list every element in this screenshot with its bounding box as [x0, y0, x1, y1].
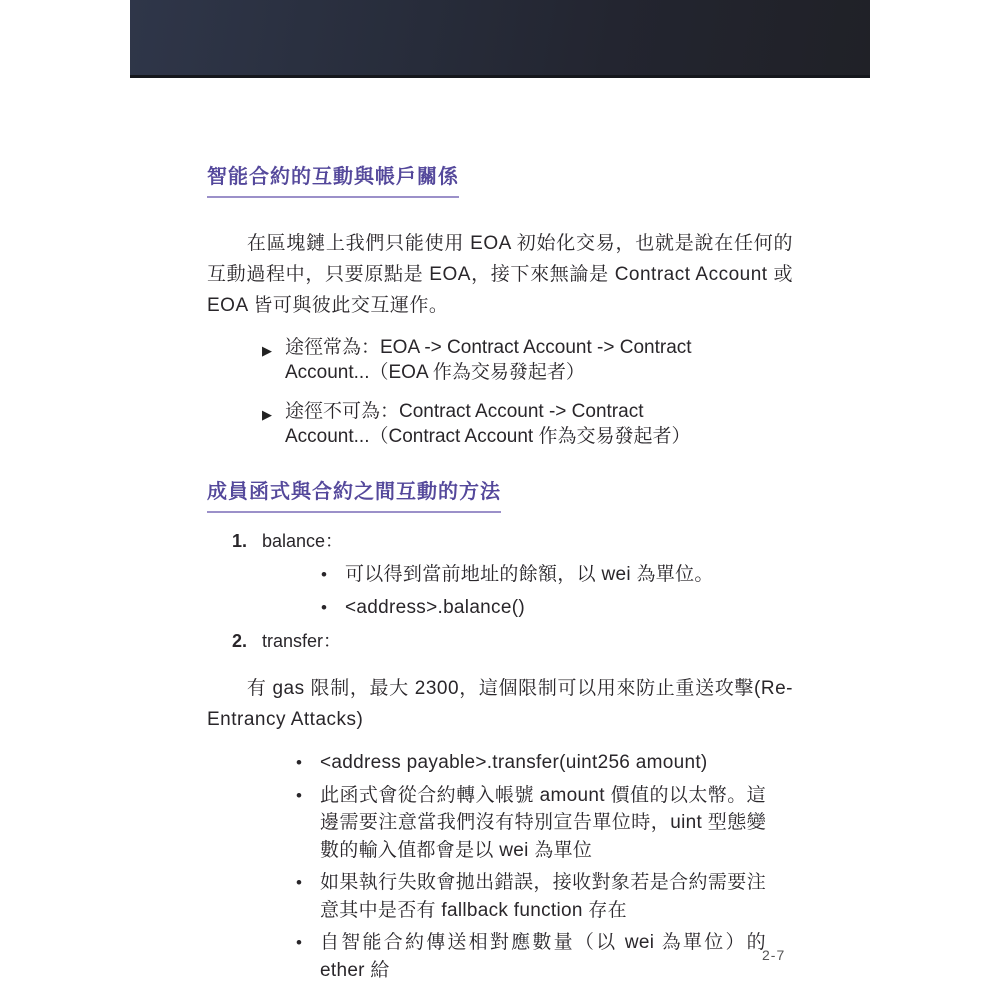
- section-heading-row: [207, 475, 793, 513]
- page-number: 2-7: [762, 947, 786, 963]
- numbered-list: [232, 529, 793, 653]
- list-item-text: <address payable>.transfer(uint256 amount): [320, 752, 708, 773]
- dot-bullet-icon: •: [296, 933, 303, 952]
- header-banner: [130, 0, 870, 78]
- paragraph: 在區塊鏈上我們只能使用 EOA 初始化交易，也就是說在任何的互動過程中，只要原點是 EOA，接下來無論是 Contract Account 或 EOA 皆可與彼此交互運作。: [207, 233, 793, 316]
- list-item: [321, 594, 791, 622]
- item-label: transfer：: [262, 631, 342, 651]
- bullet-list: [296, 749, 766, 984]
- page-content: [207, 160, 793, 992]
- list-item: [296, 929, 766, 984]
- triangle-bullet-icon: ▶: [262, 407, 272, 422]
- list-item: [262, 399, 732, 449]
- item-label: balance：: [262, 531, 344, 551]
- section-heading: 智能合約的互動與帳戶關係: [207, 160, 459, 198]
- list-item: [296, 749, 766, 777]
- list-item: [296, 869, 766, 924]
- dot-bullet-icon: •: [321, 565, 328, 584]
- list-item: [296, 782, 766, 865]
- list-item-text: 此函式會從合約轉入帳號 amount 價值的以太幣。這邊需要注意當我們沒有特別宣告單位時，uint 型態變數的輸入值都會是以 wei 為單位: [320, 784, 766, 861]
- item-number: 2.: [232, 631, 248, 651]
- dot-bullet-icon: •: [296, 873, 303, 892]
- list-item-text: <address>.balance(): [345, 596, 525, 618]
- list-item-text: 如果執行失敗會拋出錯誤，接收對象若是合約需要注意其中是否有 fallback function 存在: [320, 872, 766, 921]
- section-heading-row: [207, 160, 793, 198]
- section-heading: 成員函式與合約之間互動的方法: [207, 475, 501, 513]
- list-item-text: 可以得到當前地址的餘額，以 wei 為單位。: [345, 564, 714, 585]
- item-number: 1.: [232, 531, 248, 551]
- list-item-text: 途徑常為：EOA -> Contract Account -> Contract Account...（EOA 作為交易發起者）: [285, 337, 692, 383]
- numbered-item-balance: [232, 529, 793, 553]
- triangle-bullet-list: [262, 335, 732, 449]
- paragraph: 有 gas 限制，最大 2300，這個限制可以用來防止重送攻擊(Re-Entrancy Attacks): [207, 678, 793, 730]
- list-item-text: 自智能合約傳送相對應數量（以 wei 為單位）的 ether 給: [320, 932, 766, 981]
- sub-bullet-list: [321, 561, 791, 621]
- list-item: [321, 561, 791, 589]
- dot-bullet-icon: •: [296, 753, 303, 772]
- section-contract-interaction: [207, 160, 793, 449]
- list-item: [262, 335, 732, 385]
- numbered-item-transfer: [232, 629, 793, 653]
- section-member-functions: [207, 475, 793, 984]
- dot-bullet-icon: •: [296, 785, 303, 805]
- dot-bullet-icon: •: [321, 597, 328, 617]
- triangle-bullet-icon: ▶: [262, 343, 272, 358]
- list-item-text: 途徑不可為：Contract Account -> Contract Account...（Contract Account 作為交易發起者）: [285, 401, 691, 447]
